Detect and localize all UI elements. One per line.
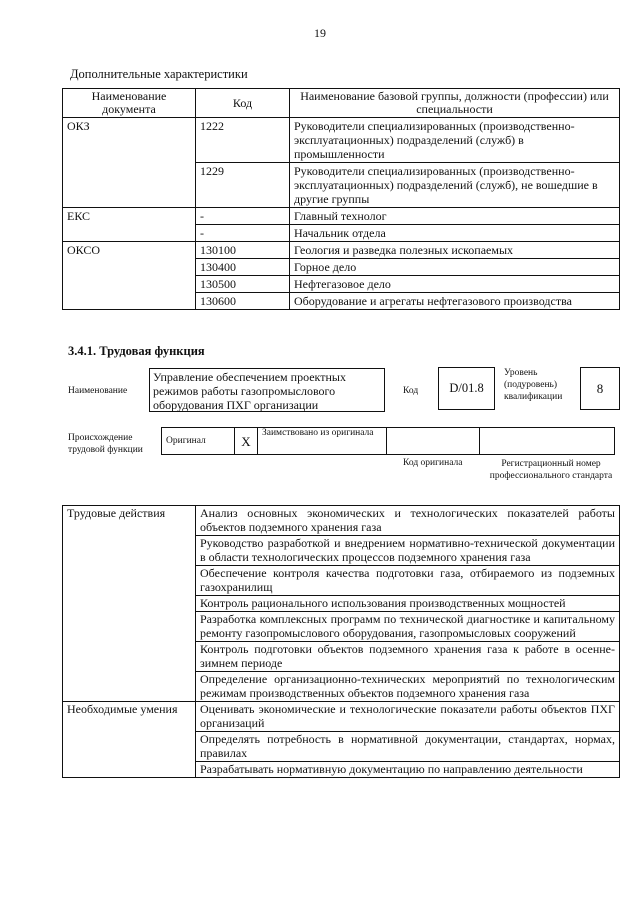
skill-item: Оценивать экономические и технологические показатели работы объектов ПХГ организаций [196,702,620,732]
cell-name: Оборудование и агрегаты нефтегазового производства [290,293,620,310]
cell-code: - [196,208,290,225]
table-row [63,208,620,225]
code-label: Код [403,386,419,396]
cell-code: - [196,225,290,242]
table-header-row [63,89,620,118]
function-code-box: D/01.8 [438,367,495,410]
required-skills-label: Необходимые умения [63,702,196,778]
cell-document: ЕКС [63,208,196,242]
additional-characteristics-title: Дополнительные характеристики [70,67,248,81]
cell-code: 130600 [196,293,290,310]
function-name-box: Управление обеспечением проектных режимов работы газопромыслового оборудования ПХГ организации [149,368,385,412]
original-code-cell [387,428,480,455]
labor-function-title: 3.4.1. Трудовая функция [68,344,205,358]
name-label: Наименование [68,386,128,396]
qualification-level-label: Уровень (подуровень) квалификации [504,368,563,402]
cell-name: Нефтегазовое дело [290,276,620,293]
origin-table [161,427,615,455]
cell-name: Геология и разведка полезных ископаемых [290,242,620,259]
labor-action-item: Определение организационно-технических мероприятий по технологическим режимам производственных объектов подземного хранения газа [196,672,620,702]
header-document: Наименование документа [63,89,196,118]
labor-action-item: Руководство разработкой и внедрением нормативно-технической документации в области технологических процессов подземного хранения газа [196,536,620,566]
additional-characteristics-table [62,88,620,310]
cell-code: 130500 [196,276,290,293]
labor-actions-label: Трудовые действия [63,506,196,702]
cell-code: 1222 [196,118,290,163]
cell-code: 1229 [196,163,290,208]
skill-item: Разрабатывать нормативную документацию по направлению деятельности [196,762,620,778]
registration-number-caption: Регистрационный номер профессионального стандарта [489,459,613,481]
labor-action-item: Обеспечение контроля качества подготовки газа, отбираемого из подземных газохранилищ [196,566,620,596]
cell-document: ОКСО [63,242,196,310]
origin-original-cell: Оригинал [162,428,235,455]
origin-label: Происхождение трудовой функции [68,433,143,455]
labor-actions-table [62,505,620,778]
header-name: Наименование базовой группы, должности (профессии) или специальности [290,89,620,118]
table-row [63,506,620,536]
registration-number-cell [480,428,615,455]
cell-code: 130400 [196,259,290,276]
page-number: 19 [314,26,326,40]
table-row [63,118,620,163]
origin-borrowed-cell: Заимствовано из оригинала [258,428,387,455]
cell-name: Руководители специализированных (производственно-эксплуатационных) подразделений (служб) в промышленности [290,118,620,163]
original-code-caption: Код оригинала [403,458,463,468]
table-row [63,242,620,259]
cell-name: Начальник отдела [290,225,620,242]
cell-code: 130100 [196,242,290,259]
labor-action-item: Анализ основных экономических и технологических показателей работы объектов подземного хранения газа [196,506,620,536]
cell-name: Горное дело [290,259,620,276]
qualification-level-box: 8 [580,367,620,410]
cell-document: ОКЗ [63,118,196,208]
header-code: Код [196,89,290,118]
labor-action-item: Контроль подготовки объектов подземного хранения газа к работе в осенне-зимнем периоде [196,642,620,672]
labor-action-item: Разработка комплексных программ по технической диагностике и капитальному ремонту газопромыслового оборудования, газопромысловых сооружений [196,612,620,642]
cell-name: Главный технолог [290,208,620,225]
origin-mark-cell: X [235,428,258,455]
table-row [63,702,620,732]
skill-item: Определять потребность в нормативной документации, стандартах, нормах, правилах [196,732,620,762]
cell-name: Руководители специализированных (производственно-эксплуатационных) подразделений (служб), не вошедшие в другие группы [290,163,620,208]
labor-action-item: Контроль рационального использования производственных мощностей [196,596,620,612]
